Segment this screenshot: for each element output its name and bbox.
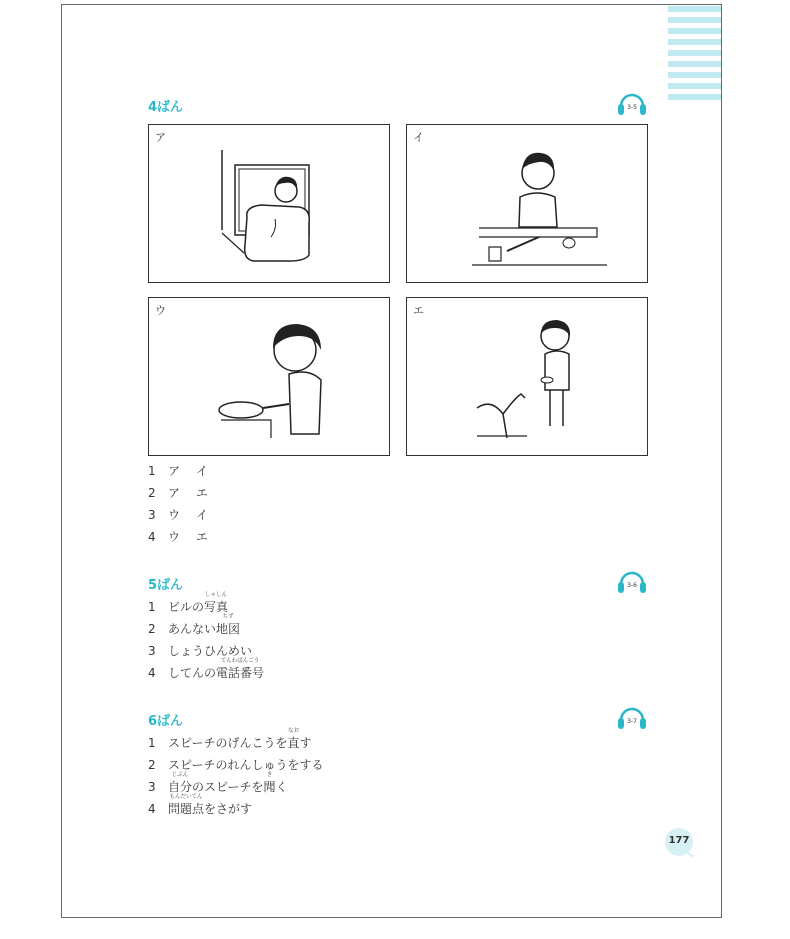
answer-option[interactable]: 4 ウ エ — [148, 530, 209, 544]
picture-label: ウ — [155, 304, 166, 317]
answer-option[interactable]: 3 しょうひんめい — [148, 644, 253, 658]
picture-label: ア — [155, 131, 166, 144]
picture-e — [406, 297, 648, 456]
answer-option[interactable]: 2 あんない ちず 地図 — [148, 614, 241, 636]
section-4-title: 4ばん — [148, 100, 184, 115]
answer-option[interactable]: 3 じぶん 自分のスピーチを き 聞く — [148, 772, 288, 794]
section-6-title: 6ばん — [148, 714, 184, 729]
answer-option[interactable]: 4 もんだいてん 問題点をさがす — [148, 794, 253, 816]
answer-option[interactable]: 3 ウ イ — [148, 508, 209, 522]
headphones-icon — [616, 568, 648, 596]
answer-option[interactable]: 1 ビルの しゃしん 写真 — [148, 592, 229, 614]
headphones-icon — [616, 704, 648, 732]
picture-u — [148, 297, 390, 456]
boy-cooking-illustration — [149, 298, 391, 457]
corner-stripes — [668, 6, 721, 106]
answer-option[interactable]: 4 してんの でんわばんごう 電話番号 — [148, 658, 265, 680]
picture-a — [148, 124, 390, 283]
picture-i — [406, 124, 648, 283]
track-number: 3-6 — [627, 582, 637, 589]
headphones-icon — [616, 90, 648, 118]
section-5-title: 5ばん — [148, 578, 184, 593]
answer-option[interactable]: 2 スピーチのれんしゅうをする — [148, 758, 324, 772]
answer-option[interactable]: 2 ア エ — [148, 486, 209, 500]
boy-cutting-vegetables-illustration — [407, 125, 649, 284]
answer-option[interactable]: 1 スピーチのげんこうを なお 直す — [148, 728, 312, 750]
page-number: 177 — [664, 827, 694, 857]
picture-label: エ — [413, 304, 424, 317]
picture-label: イ — [413, 131, 424, 144]
answer-option[interactable]: 1 ア イ — [148, 464, 209, 478]
track-number: 3-5 — [627, 104, 637, 111]
track-number: 3-7 — [627, 718, 637, 725]
boy-feeding-cat-illustration — [407, 298, 649, 457]
boy-in-bed-illustration — [149, 125, 391, 284]
